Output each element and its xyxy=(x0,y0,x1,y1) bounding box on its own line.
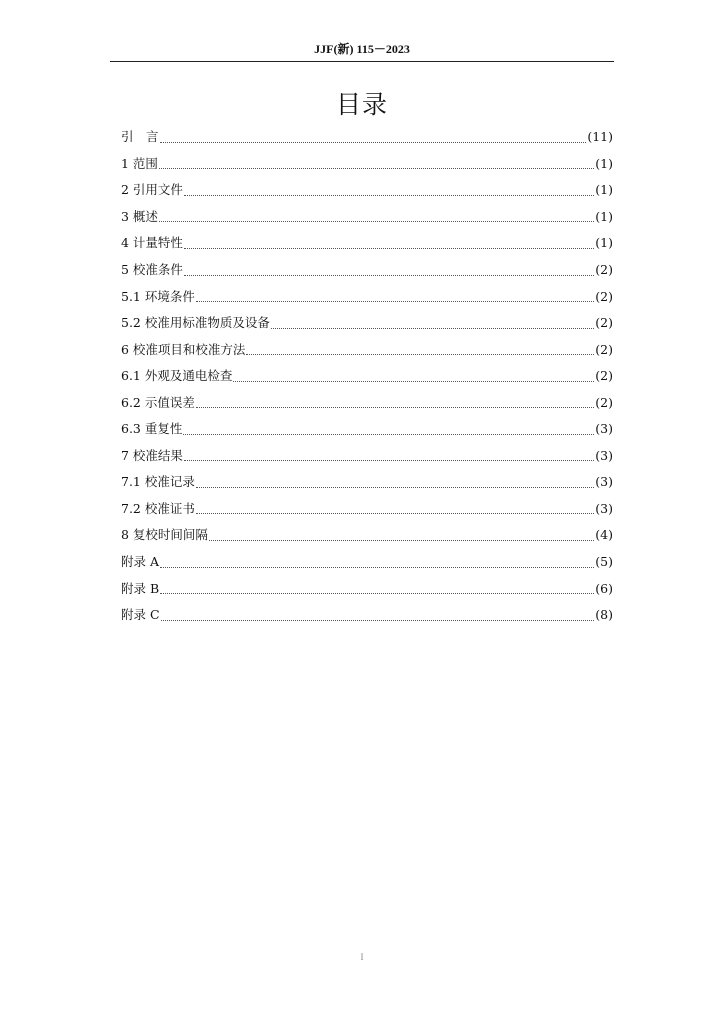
toc-entry[interactable] xyxy=(121,283,613,310)
toc-leader-dots xyxy=(233,381,594,382)
toc-leader-dots xyxy=(160,593,594,594)
toc-leader-dots xyxy=(196,301,594,302)
toc-entry-label: 6.1 外观及通电检查 xyxy=(121,368,233,384)
toc-entry[interactable] xyxy=(121,230,613,257)
toc-leader-dots xyxy=(161,620,595,621)
toc-entry-label: 7 校准结果 xyxy=(121,447,183,463)
toc-leader-dots xyxy=(184,460,594,461)
document-code-header: JJF(新) 115－2023 xyxy=(314,42,410,56)
toc-entry[interactable] xyxy=(121,177,613,204)
toc-entry-label: 8 复校时间间隔 xyxy=(121,527,208,543)
toc-entry-page: (2) xyxy=(595,341,613,357)
toc-entry-page: (3) xyxy=(595,421,613,437)
toc-entry[interactable] xyxy=(121,416,613,443)
toc-leader-dots xyxy=(196,407,594,408)
toc-leader-dots xyxy=(183,434,594,435)
toc-entry[interactable] xyxy=(121,549,613,576)
toc-entry[interactable] xyxy=(121,257,613,284)
toc-entry[interactable] xyxy=(121,363,613,390)
toc-entry-page: (1) xyxy=(595,208,613,224)
page-number: I xyxy=(360,952,364,962)
toc-entry-label: 附录 C xyxy=(121,607,160,623)
toc-entry[interactable] xyxy=(121,389,613,416)
toc-entry-page: (3) xyxy=(595,474,613,490)
toc-leader-dots xyxy=(159,168,594,169)
toc-entry[interactable] xyxy=(121,151,613,178)
toc-entry[interactable] xyxy=(121,204,613,231)
toc-entry-label: 附录 A xyxy=(121,554,160,570)
toc-entry-label: 5.1 环境条件 xyxy=(121,288,195,304)
toc-entry[interactable] xyxy=(121,522,613,549)
toc-entry-label: 7.1 校准记录 xyxy=(121,474,195,490)
toc-entry-page: (2) xyxy=(595,315,613,331)
toc-entry-label: 6 校准项目和校准方法 xyxy=(121,341,246,357)
toc-entry-page: (4) xyxy=(595,527,613,543)
toc-entry[interactable] xyxy=(121,602,613,629)
toc-leader-dots xyxy=(184,195,594,196)
toc-entry-label: 5 校准条件 xyxy=(121,262,183,277)
toc-entry-page: (1) xyxy=(595,155,613,171)
toc-entry-page: (3) xyxy=(595,447,613,463)
toc-entry-page: (1) xyxy=(595,235,613,251)
toc-entry-label: 4 计量特性 xyxy=(121,235,183,251)
toc-entry[interactable] xyxy=(121,310,613,337)
toc-entry-label: 3 概述 xyxy=(121,208,158,224)
toc-entry-label: 附录 B xyxy=(121,580,160,596)
toc-entry-label: 6.3 重复性 xyxy=(121,421,183,437)
toc-entry-page: (5) xyxy=(595,554,613,570)
toc-entry[interactable] xyxy=(121,496,613,523)
toc-leader-dots xyxy=(196,513,594,514)
toc-entry-label: 1 范围 xyxy=(121,155,158,171)
toc-entry-page: (2) xyxy=(595,394,613,410)
toc-leader-dots xyxy=(160,142,587,143)
toc-leader-dots xyxy=(160,567,594,568)
toc-entry-label: 引 言 xyxy=(121,129,159,145)
page-title: 目录 xyxy=(335,90,388,119)
header-divider xyxy=(110,61,614,62)
toc-entry-label: 2 引用文件 xyxy=(121,182,183,198)
toc-entry[interactable] xyxy=(121,336,613,363)
toc-entry-label: 5.2 校准用标准物质及设备 xyxy=(121,315,270,331)
toc-entry-page: (2) xyxy=(595,262,613,277)
toc-entry-page: (6) xyxy=(595,580,613,596)
toc-leader-dots xyxy=(184,275,594,276)
table-of-contents xyxy=(121,124,613,628)
toc-entry[interactable] xyxy=(121,443,613,470)
toc-leader-dots xyxy=(196,487,594,488)
toc-entry-page: (2) xyxy=(595,288,613,304)
toc-entry-page: (2) xyxy=(595,368,613,384)
toc-leader-dots xyxy=(271,328,594,329)
toc-leader-dots xyxy=(184,248,594,249)
toc-entry-page: (1) xyxy=(595,182,613,198)
toc-leader-dots xyxy=(246,354,594,355)
toc-leader-dots xyxy=(209,540,594,541)
toc-entry[interactable] xyxy=(121,469,613,496)
toc-entry-page: (11) xyxy=(587,129,613,145)
toc-entry-label: 6.2 示值误差 xyxy=(121,394,195,410)
toc-entry[interactable] xyxy=(121,124,613,151)
toc-entry-page: (8) xyxy=(595,607,613,623)
toc-leader-dots xyxy=(159,221,594,222)
toc-entry[interactable] xyxy=(121,575,613,602)
toc-entry-label: 7.2 校准证书 xyxy=(121,500,195,516)
toc-entry-page: (3) xyxy=(595,500,613,516)
